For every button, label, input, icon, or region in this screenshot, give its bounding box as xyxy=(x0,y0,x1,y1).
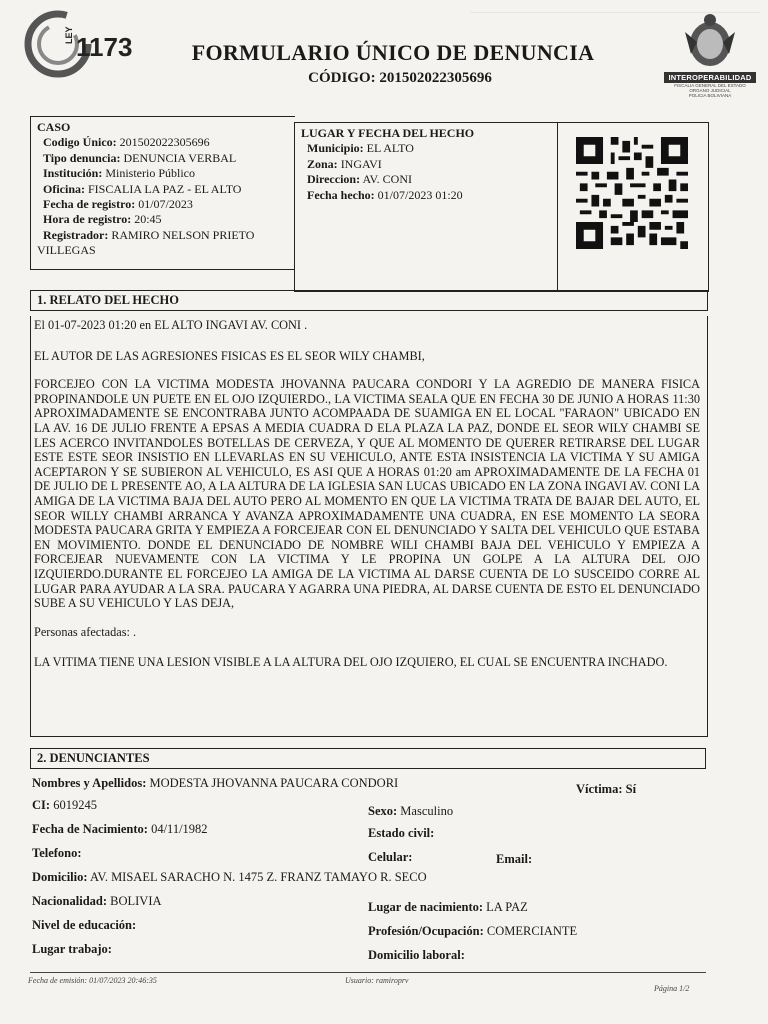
interop-line: POLICIA BOLIVIANA xyxy=(688,93,732,98)
nacimiento-row: Fecha de Nacimiento: 04/11/1982 xyxy=(32,822,208,836)
caso-field: Registrador: RAMIRO NELSON PRIETO xyxy=(43,227,255,242)
email-row: Email: xyxy=(496,852,533,866)
domicilio-laboral-row: Domicilio laboral: xyxy=(368,948,465,962)
relato-section xyxy=(34,318,700,670)
qr-section xyxy=(556,122,709,292)
victima-row: Víctima: Sí xyxy=(576,782,637,796)
lugar-field: Fecha hecho: 01/07/2023 01:20 xyxy=(307,187,463,202)
denunciantes-section xyxy=(30,770,706,970)
caso-field: Fecha de registro: 01/07/2023 xyxy=(43,197,193,212)
caso-registrador-cont: VILLEGAS xyxy=(37,243,96,258)
lugar-section xyxy=(294,122,558,292)
sexo-row: Sexo: Masculino xyxy=(368,804,454,818)
personas-afectadas: Personas afectadas: . xyxy=(34,624,137,639)
interop-badge: INTEROPERABILIDAD xyxy=(664,72,756,83)
relato-paragraph: FORCEJEO CON LA VICTIMA MODESTA JHOVANNA PAUCARA CONDORI Y LA AGREDIO DE MANERA FISICA PROPINANDOLE UN PUETE EN EL OJO IZQUIERDO., LA VICTIMA SEALA QUE EN FECHA 30 DE JUNIO A HORAS 11:30 APROXIMADAMENTE SE ENCONTRABA JUNTO ACOMPAADA DE SUAMIGA EN EL LOCAL "FARAON" UBICADO EN LA AV. 16 DE JULIO FRENTE A EPSAS A MEDIA CUADRA D ELA PLAZA LA PAZ, DONDE EL SEOR WILY CHAMBI SE LES ACERCO INVITANDOLES BOTELLAS DE CERVEZA, Y QUE AL MOMENTO DE QUERER RETIRARSE DEL LUGAR ESTE ESTE SEOR INSISTIO EN LLEVARLAS EN SU VEHICULO, ANTE ESTA INSISTENCIA LA VICTIMA Y SU AMIGA ACEPTARON Y SE SUBIERON AL VEHICULO, ES ASI QUE A HORAS 01:20 am APROXIMADAMENTE DE LA FECHA 01 DE JULIO DE L PRESENTE AO, A LA ALTURA DE LA IGLESIA SAN LUCAS UBICADO EN LA ZONA INGAVI AV. CONI LA AMIGA DE LA VICTIMA BAJA DEL AUTO PERO AL MOMENTO EN QUE LA VICTIMA TRATA DE BAJAR DEL AUTO, EL SEOR WILLY CHAMBI ARRANCA Y AVANZA APROXIMADAMENTE UNA CUADRA, EN ESE MOMENTO LA SEORA MODESTA PAUCARA GRITA Y EMPIEZA A FORCEJEAR CON EL DENUNCIADO Y SALTA DEL VEHICULO QUE ESTABA EN MOVIMIENTO. DONDE EL DENUNCIADO DE NOMBRE WILI CHAMBI BAJA DEL VEHICULO Y EMPIEZA A FORCEJEAR NUEVAMENTE CON LA VICTIMA Y LE PROPINA UN GOLPE A LA ALTURA DEL OJO IZQUIERDO.DURANTE EL FORCEJEO LA AMIGA DE LA VICTIMA AL DARSE CUENTA DE LO SUSCEIDO CORRE AL LUGAR PARA AYUDAR A LA SRA. PAUCARA Y AGARRA UNA PIEDRA, AL DARSE CUENTA DE ESTO EL DENUNCIADO SUBE A SU VEHICULO Y LAS DEJA, xyxy=(34,377,700,611)
interop-line: FISCALIA GENERAL DEL ESTADO xyxy=(674,83,746,88)
educacion-row: Nivel de educación: xyxy=(32,918,137,932)
svg-text:1173: 1173 xyxy=(76,32,133,62)
page-title: FORMULARIO ÚNICO DE DENUNCIA xyxy=(191,40,595,65)
footer-divider xyxy=(30,972,706,973)
caso-heading: CASO xyxy=(37,120,71,134)
lugar-nacimiento-row: Lugar de nacimiento: LA PAZ xyxy=(368,900,528,914)
telefono-row: Telefono: xyxy=(32,846,82,860)
interop-line: ORGANO JUDICIAL xyxy=(689,88,731,93)
ci-row: CI: 6019245 xyxy=(32,798,97,812)
page-number: Página 1/2 xyxy=(654,984,690,993)
nacionalidad-row: Nacionalidad: BOLIVIA xyxy=(32,894,162,908)
denunciantes-heading: 2. DENUNCIANTES xyxy=(30,748,706,769)
caso-field: Codigo Único: 201502022305696 xyxy=(43,135,210,150)
form-code: CÓDIGO: 201502022305696 xyxy=(308,70,492,86)
relato-line: El 01-07-2023 01:20 en EL ALTO INGAVI AV. CONI . xyxy=(34,318,308,332)
svg-text:LEY: LEY xyxy=(64,26,74,44)
fecha-emision: Fecha de emisión: 01/07/2023 20:46:35 xyxy=(28,976,157,985)
coat-of-arms-icon xyxy=(675,12,745,70)
ley-1173-logo xyxy=(22,4,150,82)
domicilio-row: Domicilio: AV. MISAEL SARACHO N. 1475 Z. FRANZ TAMAYO R. SECO xyxy=(32,870,427,884)
lugar-field: Direccion: AV. CONI xyxy=(307,172,413,187)
lesion-text: LA VITIMA TIENE UNA LESION VISIBLE A LA ALTURA DEL OJO IZQUIERO, EL CUAL SE ENCUENTRA INCHADO. xyxy=(34,655,668,670)
qr-code-icon xyxy=(576,137,688,249)
profesion-row: Profesión/Ocupación: COMERCIANTE xyxy=(368,924,578,938)
lugar-heading: LUGAR Y FECHA DEL HECHO xyxy=(301,126,475,140)
interoperabilidad-logo xyxy=(664,12,756,112)
lugar-field: Municipio: EL ALTO xyxy=(307,141,414,156)
relato-line: EL AUTOR DE LAS AGRESIONES FISICAS ES EL SEOR WILY CHAMBI, xyxy=(34,348,425,363)
caso-field: Institución: Ministerio Público xyxy=(43,166,196,181)
estado-civil-row: Estado civil: xyxy=(368,826,435,840)
lugar-field: Zona: INGAVI xyxy=(307,156,382,171)
nombres-row: Nombres y Apellidos: MODESTA JHOVANNA PAUCARA CONDORI xyxy=(32,776,399,790)
usuario: Usuario: ramiroprv xyxy=(345,976,409,985)
celular-row: Celular: xyxy=(368,850,413,864)
relato-heading: 1. RELATO DEL HECHO xyxy=(30,290,708,311)
lugar-trabajo-row: Lugar trabajo: xyxy=(32,942,112,956)
caso-field: Tipo denuncia: DENUNCIA VERBAL xyxy=(43,150,237,165)
caso-section xyxy=(30,116,295,270)
caso-field: Hora de registro: 20:45 xyxy=(43,212,162,227)
caso-field: Oficina: FISCALIA LA PAZ - EL ALTO xyxy=(43,181,242,196)
